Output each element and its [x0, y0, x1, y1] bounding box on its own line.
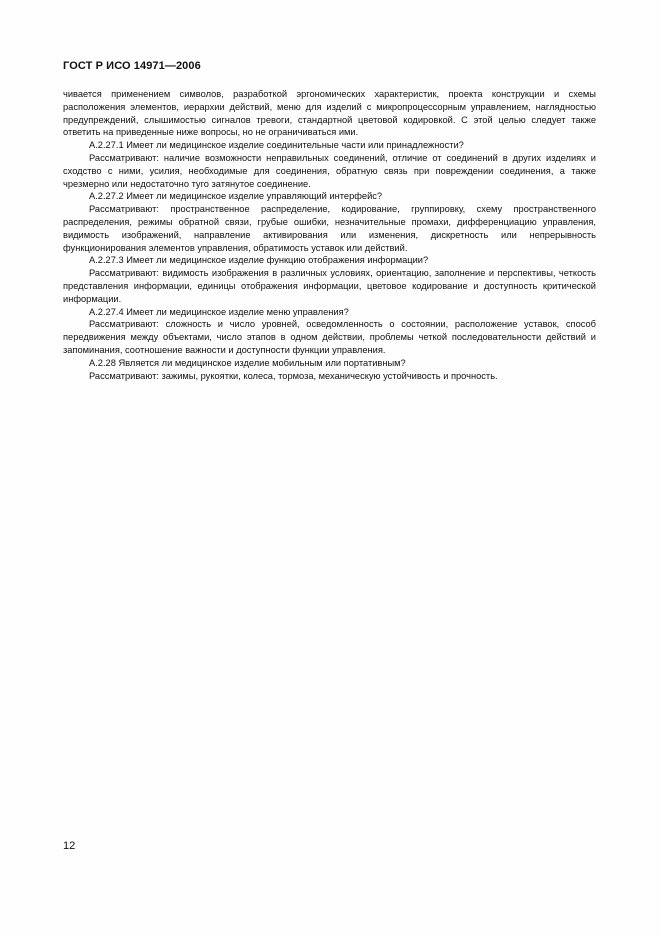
clause-text-a-2-27-3: Рассматривают: видимость изображения в различных условиях, ориентацию, заполнение и перспективы, четкость представления информации, единицы отображения информации, цветовое кодирование и доступность критической информации. [63, 268, 596, 304]
paragraph-continuation: чивается применением символов, разработкой эргономических характеристик, проекта конструкции и схемы расположения элементов, иерархии действий, меню для изделий с микропроцессорным управлением, наглядностью предупреждений, слышимостью сигналов тревоги, стандартной цветовой кодировкой. С этой целью следует также ответить на приведенные ниже вопросы, но не ограничиваться ими. [63, 89, 596, 138]
clause-text-a-2-27-1: Рассматривают: наличие возможности неправильных соединений, отличие от соединений в других изделиях и сходство с ними, усилия, необходимые для соединения, обратную связь при повреждении соединения, а также чрезмерно или недостаточно туго затянутое соединение. [63, 152, 596, 189]
clause-heading-a-2-27-1: А.2.27.1 Имеет ли медицинское изделие соединительные части или принадлежности? [89, 140, 464, 151]
clause-text-a-2-27-2: Рассматривают: пространственное распределение, кодирование, группировку, схему пространственного распределения, режимы обратной связи, грубые ошибки, незначительные промахи, дифференциацию управления, видимость изображений, направление активирования или изменения, дискретность или непрерывность функционирования элементов управления, обратимость уставок или действий. [63, 204, 596, 253]
clause-heading-a-2-27-2: А.2.27.2 Имеет ли медицинское изделие управляющий интерфейс? [89, 191, 383, 202]
document-header: ГОСТ Р ИСО 14971—2006 [63, 60, 201, 72]
document-body [63, 88, 596, 382]
page-number: 12 [63, 840, 76, 852]
clause-heading-a-2-27-4: А.2.27.4 Имеет ли медицинское изделие меню управления? [89, 306, 349, 317]
clause-text-a-2-27-4: Рассматривают: сложность и число уровней, осведомленность о состоянии, расположение уставок, способ передвижения между объектами, число этапов в одном действии, проблемы четкой последовательности действий и запоминания, соотношение важности и доступности функции управления. [63, 319, 596, 355]
clause-text-a-2-28: Рассматривают: зажимы, рукоятки, колеса, тормоза, механическую устойчивость и прочность. [89, 370, 498, 381]
clause-heading-a-2-27-3: А.2.27.3 Имеет ли медицинское изделие функцию отображения информации? [89, 255, 429, 266]
clause-heading-a-2-28: А.2.28 Является ли медицинское изделие мобильным или портативным? [89, 357, 406, 368]
